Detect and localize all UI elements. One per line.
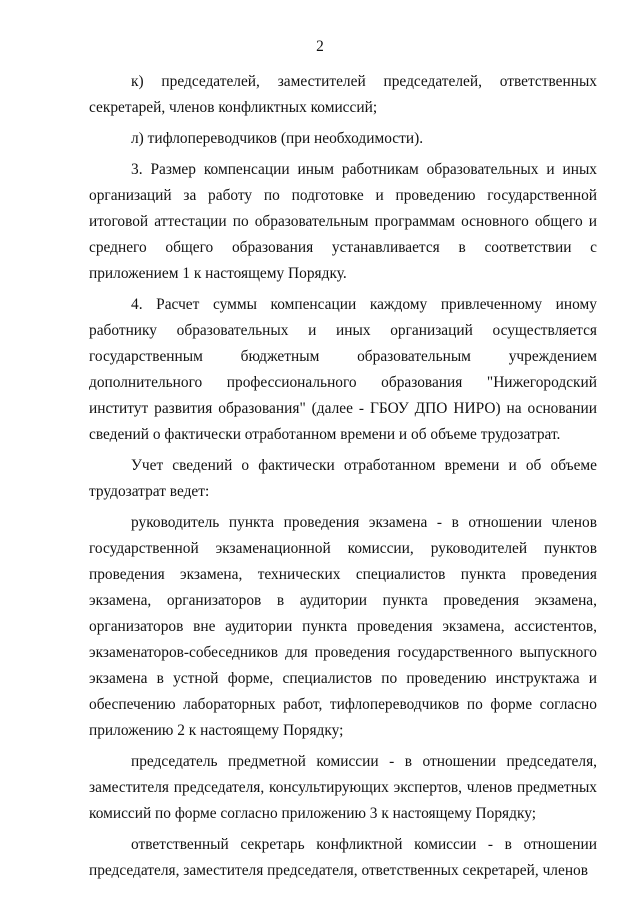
- paragraph-l: л) тифлопереводчиков (при необходимости).: [131, 130, 424, 147]
- paragraph-3: 3. Размер компенсации иным работникам образовательных и иных организаций за работу по подготовке и проведению государственной итоговой аттестации по образовательным программам основного общего и среднего общего образования устанавливается в соответствии с приложением 1 к настоящему Порядку.: [89, 161, 597, 282]
- document-body: [89, 69, 597, 889]
- paragraph-accounting-intro: Учет сведений о фактически отработанном времени и об объеме трудозатрат ведет:: [89, 457, 597, 500]
- page-number: 2: [316, 38, 324, 55]
- paragraph-exam-point-head: руководитель пункта проведения экзамена - в отношении членов государственной экзаменационной комиссии, руководителей пунктов проведения экзамена, технических специалистов пункта проведения экзамена, организаторов в аудитории пункта проведения экзамена, организаторов вне аудитории пункта проведения экзамена, ассистентов, экзаменаторов-собеседников для проведения государственного выпускного экзамена в устной форме, специалистов по проведению инструктажа и обеспечению лабораторных работ, тифлопереводчиков по форме согласно приложению 2 к настоящему Порядку;: [89, 514, 597, 739]
- paragraph-conflict-commission: ответственный секретарь конфликтной комиссии - в отношении председателя, заместителя председателя, ответственных секретарей, членов: [89, 836, 597, 879]
- paragraph-4: 4. Расчет суммы компенсации каждому привлеченному иному работнику образовательных и иных организаций осуществляется государственным бюджетным образовательным учреждением дополнительного профессионального образования "Нижегородский институт развития образования" (далее - ГБОУ ДПО НИРО) на основании сведений о фактически отработанном времени и об объеме трудозатрат.: [89, 296, 597, 443]
- paragraph-k: к) председателей, заместителей председателей, ответственных секретарей, членов конфликтных комиссий;: [89, 73, 597, 116]
- paragraph-subject-commission: председатель предметной комиссии - в отношении председателя, заместителя председателя, консультирующих экспертов, членов предметных комиссий по форме согласно приложению 3 к настоящему Порядку;: [89, 753, 597, 822]
